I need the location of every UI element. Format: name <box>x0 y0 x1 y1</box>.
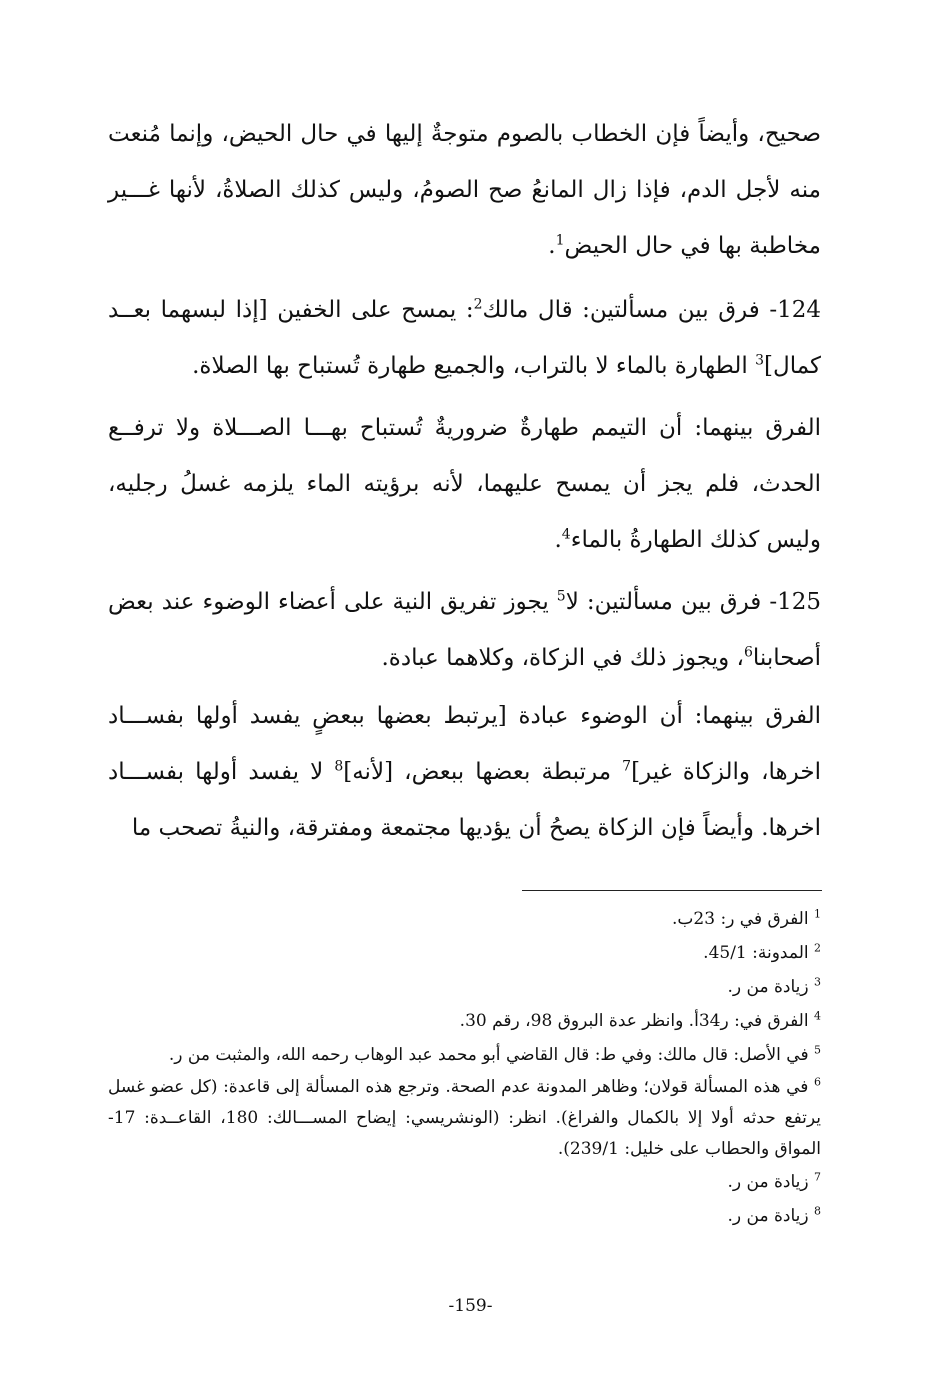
footnote-3 <box>108 970 821 1004</box>
footnote-text: زيادة من ر. <box>727 1172 809 1192</box>
footnote-ref-7: 7 <box>622 758 632 775</box>
footnote-1 <box>108 902 821 936</box>
paragraph-text: 125- فرق بين مسألتين: لا <box>565 589 821 615</box>
paragraph-text: : يمسح على الخفين [إذا لبسهما بعــد كمال] <box>108 297 821 379</box>
footnote-text: زيادة من ر. <box>727 977 809 997</box>
footnote-8 <box>108 1199 821 1233</box>
footnote-6 <box>108 1072 821 1165</box>
footnote-ref-4: 4 <box>561 526 571 543</box>
footnote-7 <box>108 1165 821 1199</box>
footnote-ref-8: 8 <box>334 758 344 775</box>
paragraph-text: صحيح، وأيضاً فإن الخطاب بالصوم متوجةٌ إليها في حال الحيض، وإنما مُنعت منه لأجل الدم، فإذا زال المانعُ صح الصومُ، وليس كذلك الصلاةُ، لأنها غـــير مخاطبة بها في حال الحيض <box>108 121 821 259</box>
footnote-number: 6 <box>814 1075 821 1089</box>
paragraph-text: الفرق بينهما: أن الوضوء عبادة [يرتبط بعضها ببعضٍ يفسد أولها بفســـاد اخرها، والزكاة غير] <box>108 703 821 785</box>
paragraph-text: . <box>554 527 562 553</box>
footnote-number: 1 <box>814 907 821 921</box>
paragraph-text: مرتبطة بعضها ببعض، [لأنه] <box>343 759 623 785</box>
paragraph-125 <box>108 574 821 686</box>
footnote-ref-5: 5 <box>556 588 566 605</box>
page-number: -159- <box>448 1296 493 1316</box>
footnote-number: 3 <box>814 975 821 989</box>
paragraph-1 <box>108 106 821 274</box>
paragraph-text: لا يفسد أولها بفســـاد اخرها. وأيضاً فإن الزكاة يصحُ أن يؤديها مجتمعة ومفترقة، والنيةُ تصحب ما <box>108 759 821 841</box>
footnote-number: 4 <box>814 1009 821 1023</box>
footnote-number: 8 <box>814 1204 821 1218</box>
footnote-4 <box>108 1004 821 1038</box>
footnote-separator <box>522 890 822 891</box>
paragraph-text: ، ويجوز ذلك في الزكاة، وكلاهما عبادة. <box>381 645 744 671</box>
footnote-text: في الأصل: قال مالك: وفي ط: قال القاضي أبو محمد عبد الوهاب رحمه الله، والمثبت من ر. <box>168 1045 809 1065</box>
paragraph-difference-125 <box>108 688 821 856</box>
footnote-number: 2 <box>814 941 821 955</box>
footnote-ref-3: 3 <box>755 352 765 369</box>
footnotes <box>108 902 821 1233</box>
footnote-number: 7 <box>814 1170 821 1184</box>
footnote-text: في هذه المسألة قولان؛ وظاهر المدونة عدم الصحة. وترجع هذه المسألة إلى قاعدة: (كل عضو غسل يرتفع حدثه أولا إلا بالكمال والفراغ). انظر: (الونشريسي: إيضاح المســـالك: 180، القاعــدة: 17- المواق والحطاب على خليل: 239/1). <box>108 1077 822 1159</box>
footnote-5 <box>108 1038 821 1072</box>
paragraph-text: يجوز تفريق النية على أعضاء الوضوء عند بعض أصحابنا <box>108 589 821 671</box>
paragraph-text: 124- فرق بين مسألتين: قال مالك <box>482 297 821 323</box>
footnote-text: الفرق في ر: 23ب. <box>672 909 809 929</box>
paragraph-difference-124 <box>108 400 821 568</box>
paragraph-text: الطهارة بالماء لا بالتراب، والجميع طهارة تُستباح بها الصلاة. <box>192 353 756 379</box>
paragraph-text: الفرق بينهما: أن التيمم طهارةٌ ضروريةٌ تُستباح بهـــا الصـــلاة ولا ترفــع الحدث، فلم يجز أن يمسح عليهما، لأنه برؤيته الماء يلزمه غسلُ رجليه، وليس كذلك الطهارةُ بالماء <box>108 415 821 553</box>
footnote-text: زيادة من ر. <box>727 1206 809 1226</box>
paragraph-text: . <box>548 233 556 259</box>
footnote-ref-1: 1 <box>555 232 565 249</box>
footnote-ref-6: 6 <box>743 644 753 661</box>
footnote-number: 5 <box>814 1043 821 1057</box>
footnote-text: المدونة: 45/1. <box>703 943 809 963</box>
paragraph-124 <box>108 282 821 394</box>
footnote-2 <box>108 936 821 970</box>
footnote-ref-2: 2 <box>473 296 483 313</box>
footnote-text: الفرق في: ر34أ. وانظر عدة البروق 98، رقم 30. <box>459 1011 809 1031</box>
